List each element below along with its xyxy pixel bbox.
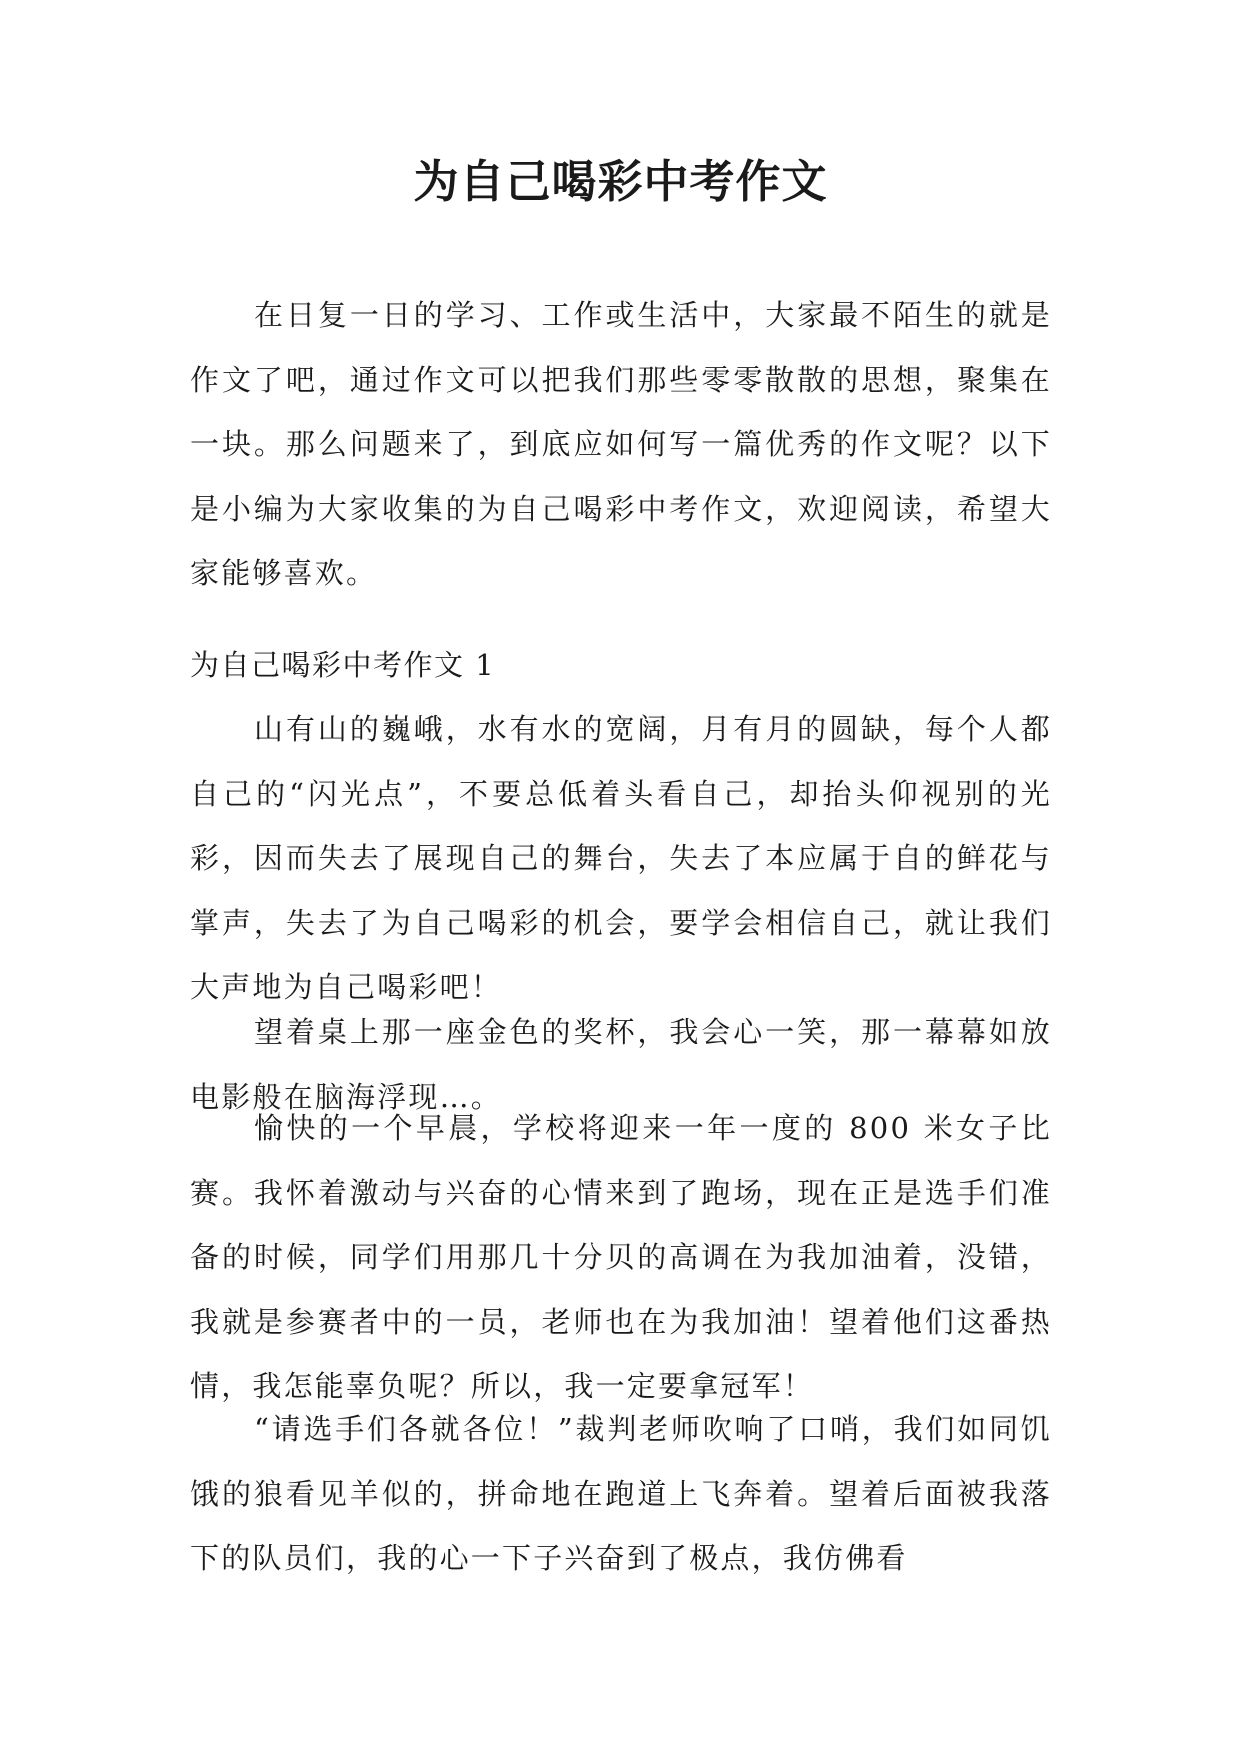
body-paragraph: 望着桌上那一座金色的奖杯，我会心一笑，那一幕幕如放电影般在脑海浮现…。 [190,1015,1052,1114]
body-paragraph: “请选手们各就各位！”裁判老师吹响了口哨，我们如同饥饿的狼看见羊似的，拼命地在跑道上飞奔着。望着后面被我落下的队员们，我的心一下子兴奋到了极点，我仿佛看 [190,1412,1052,1575]
body-paragraph: 愉快的一个早晨，学校将迎来一年一度的 800 米女子比赛。我怀着激动与兴奋的心情来到了跑场，现在正是选手们准备的时候，同学们用那几十分贝的高调在为我加油着，没错，我就是参赛者中的一员，老师也在为我加油！望着他们这番热情，我怎能辜负呢？所以，我一定要拿冠军！ [190,1111,1052,1403]
section-heading: 为自己喝彩中考作文 1 [190,648,496,682]
document-title: 为自己喝彩中考作文 [413,155,828,208]
body-paragraph: 山有山的巍峨，水有水的宽阔，月有月的圆缺，每个人都自己的“闪光点”，不要总低着头看自己，却抬头仰视别的光彩，因而失去了展现自己的舞台，失去了本应属于自的鲜花与掌声，失去了为自己喝彩的机会，要学会相信自己，就让我们大声地为自己喝彩吧！ [190,712,1052,1004]
intro-paragraph: 在日复一日的学习、工作或生活中，大家最不陌生的就是作文了吧，通过作文可以把我们那些零零散散的思想，聚集在一块。那么问题来了，到底应如何写一篇优秀的作文呢？以下是小编为大家收集的为自己喝彩中考作文，欢迎阅读，希望大家能够喜欢。 [190,298,1052,590]
